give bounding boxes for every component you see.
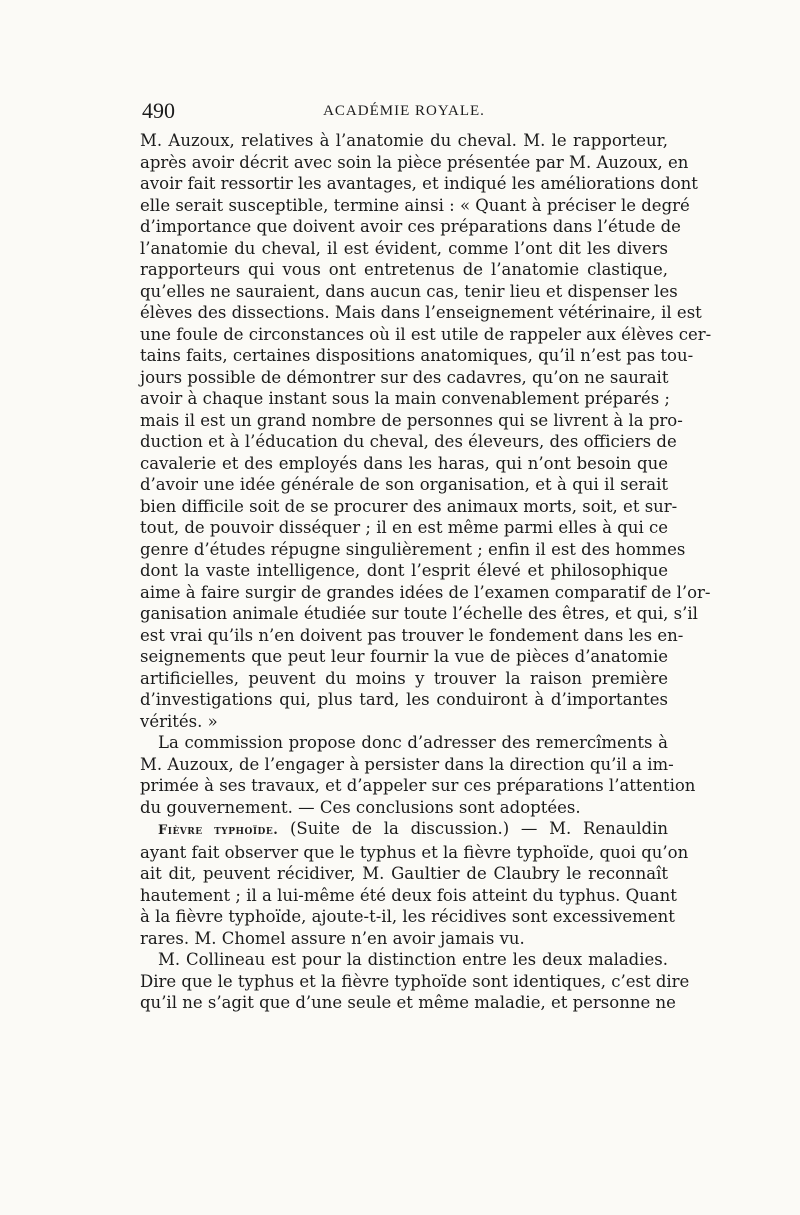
text-line: seignements que peut leur fournir la vue de pièces d’anatomie	[140, 647, 668, 666]
page-header	[140, 98, 668, 130]
text-line: l’anatomie du cheval, il est évident, comme l’ont dit les divers	[140, 238, 668, 258]
section-heading-line	[140, 818, 668, 842]
text-line: aime à faire surgir de grandes idées de l’examen comparatif de l’or-	[140, 582, 711, 602]
text-line: d’investigations qui, plus tard, les conduiront à d’importantes	[140, 690, 668, 709]
text-line: rares. M. Chomel assure n’en avoir jamais vu.	[140, 928, 525, 948]
text-line: jours possible de démontrer sur des cadavres, qu’on ne saurait	[140, 367, 669, 387]
text-line: ayant fait observer que le typhus et la fièvre typhoïde, quoi qu’on	[140, 842, 689, 862]
text-line: duction et à l’éducation du cheval, des éleveurs, des officiers de	[140, 432, 677, 451]
text-line: est vrai qu’ils n’en doivent pas trouver le fondement dans les en-	[140, 625, 684, 645]
text-fragment: (Suite de la discussion.) — M. Renauldin	[278, 819, 668, 838]
text-line: ait dit, peuvent récidiver, M. Gaultier de Claubry le reconnaît	[140, 864, 668, 883]
text-line: avoir fait ressortir les avantages, et indiqué les améliorations dont	[140, 174, 698, 193]
text-line: rapporteurs qui vous ont entretenus de l’anatomie clastique,	[140, 260, 668, 279]
text-line: avoir à chaque instant sous la main convenablement préparés ;	[140, 389, 670, 408]
text-line: après avoir décrit avec soin la pièce présentée par M. Auzoux, en	[140, 152, 689, 172]
text-line: mais il est un grand nombre de personnes qui se livrent à la pro-	[140, 410, 683, 430]
text-line: une foule de circonstances où il est utile de rappeler aux élèves cer-	[140, 324, 712, 344]
text-line: ganisation animale étudiée sur toute l’échelle des êtres, et qui, s’il	[140, 604, 698, 623]
text-line: du gouvernement. — Ces conclusions sont adoptées.	[140, 797, 581, 817]
text-line: M. Auzoux, de l’engager à persister dans la direction qu’il a im-	[140, 754, 674, 774]
text-line: qu’il ne s’agit que d’une seule et même maladie, et personne ne	[140, 993, 676, 1012]
running-title: ACADÉMIE ROYALE.	[323, 103, 485, 119]
text-line: elle serait susceptible, termine ainsi : « Quant à préciser le degré	[140, 195, 690, 215]
text-line: dont la vaste intelligence, dont l’esprit élevé et philosophique	[140, 561, 668, 580]
text-line: Dire que le typhus et la fièvre typhoïde sont identiques, c’est dire	[140, 971, 690, 991]
text-line: élèves des dissections. Mais dans l’enseignement vétérinaire, il est	[140, 303, 702, 322]
text-line: d’avoir une idée générale de son organisation, et à qui il serait	[140, 475, 668, 494]
text-line: M. Auzoux, relatives à l’anatomie du cheval. M. le rapporteur,	[140, 131, 668, 150]
text-line: d’importance que doivent avoir ces préparations dans l’étude de	[140, 217, 681, 236]
text-line: tains faits, certaines dispositions anatomiques, qu’il n’est pas tou-	[140, 346, 694, 365]
text-line: tout, de pouvoir disséquer ; il en est même parmi elles à qui ce	[140, 518, 668, 537]
text-line: qu’elles ne sauraient, dans aucun cas, tenir lieu et dispenser les	[140, 281, 678, 301]
text-line: hautement ; il a lui-même été deux fois atteint du typhus. Quant	[140, 885, 677, 905]
section-heading: Fièvre typhoïde.	[158, 823, 279, 838]
text-line: vérités. »	[140, 711, 218, 731]
text-line: bien difficile soit de se procurer des animaux morts, soit, et sur-	[140, 496, 678, 516]
body-text	[140, 130, 712, 1014]
text-line: genre d’études répugne singulièrement ; enfin il est des hommes	[140, 539, 686, 559]
text-line: M. Collineau est pour la distinction entre les deux maladies.	[158, 950, 668, 969]
text-line: artificielles, peuvent du moins y trouver la raison première	[140, 668, 668, 688]
book-page	[140, 98, 712, 1014]
page-number: 490	[142, 98, 175, 123]
text-line: cavalerie et des employés dans les haras, qui n’ont besoin que	[140, 453, 668, 473]
text-line: à la fièvre typhoïde, ajoute-t-il, les récidives sont excessivement	[140, 907, 675, 926]
text-line: La commission propose donc d’adresser des remercîments à	[158, 733, 668, 752]
text-line: primée à ses travaux, et d’appeler sur ces préparations l’attention	[140, 776, 696, 795]
